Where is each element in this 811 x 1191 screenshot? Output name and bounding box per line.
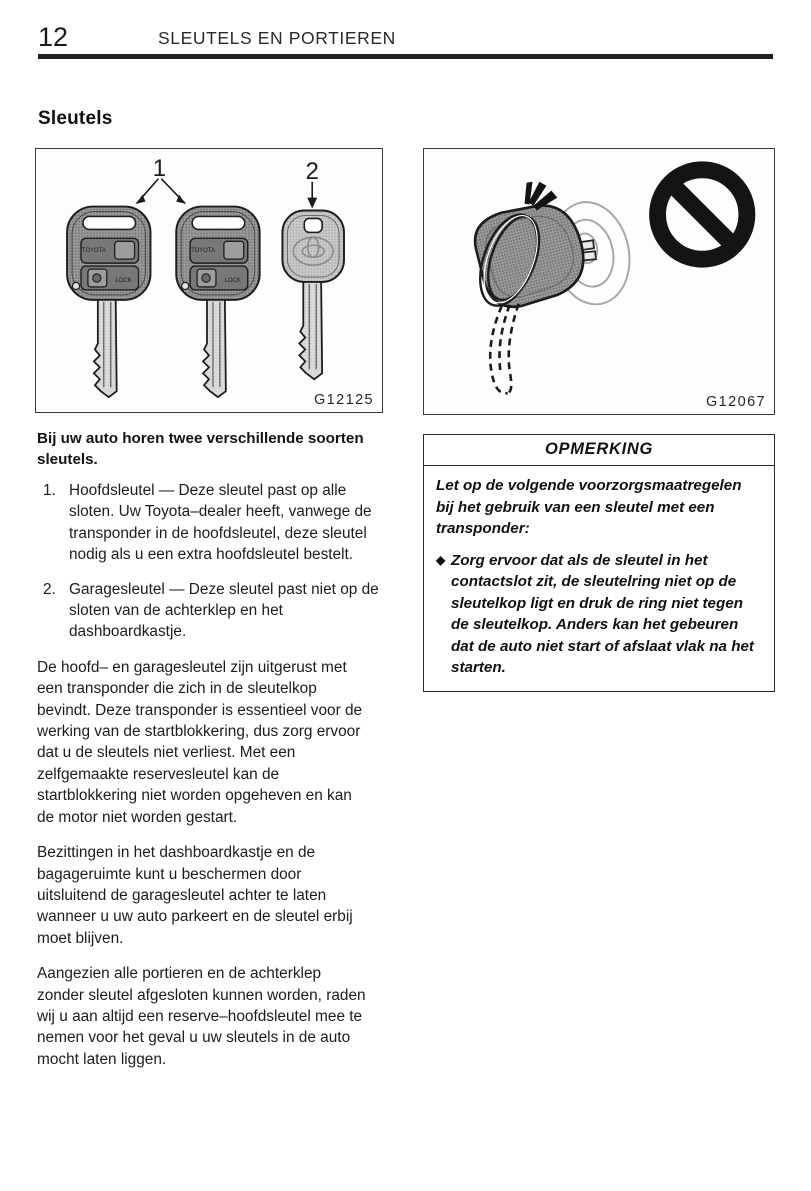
figure-ignition	[423, 148, 775, 415]
body-paragraph: Bezittingen in het dashboardkastje en de bagageruimte kunt u beschermen door uitsluitend de garagesleutel achter te laten wanneer u uw auto parkeert en de sleutel erbij moet blijven.	[37, 844, 353, 947]
note-title-bar	[424, 435, 774, 466]
note-box	[423, 434, 775, 692]
svg-text:TOYOTA: TOYOTA	[191, 248, 215, 255]
left-column	[35, 108, 387, 1084]
note-bullet-text: Zorg ervoor dat als de sleutel in het contactslot zit, de sleutelring niet op de sleutelkop ligt en druk de ring niet tegen de sleutelkop. Anders kan het gebeuren dat de auto niet start of afslaat vlak na het starten.	[451, 551, 754, 676]
key-types-list	[35, 480, 387, 643]
ignition-illustration	[424, 149, 774, 414]
list-marker: 1.	[43, 482, 56, 499]
page-title: SLEUTELS EN PORTIEREN	[158, 28, 396, 48]
keys-illustration	[36, 149, 382, 412]
svg-text:TOYOTA: TOYOTA	[81, 248, 106, 255]
page-header	[38, 22, 773, 58]
note-bullet-list	[436, 550, 763, 679]
note-lead-text: Let op de volgende voorzorgsmaatregelen bij het gebruik van een sleutel met een transponder:	[436, 477, 742, 537]
page-number: 12	[38, 22, 69, 52]
list-item	[35, 480, 387, 566]
note-title: OPMERKING	[544, 440, 654, 458]
diamond-bullet-icon: ◆	[436, 552, 446, 567]
list-marker: 2.	[43, 580, 56, 598]
list-item	[35, 579, 387, 643]
right-column	[423, 148, 776, 692]
list-item-text: Hoofdsleutel — Deze sleutel past op alle sloten. Uw Toyota–dealer heeft, vanwege de transponder in de hoofdsleutel, deze sleutel nodig als u een extra hoofdsleutel bestelt.	[69, 482, 372, 564]
section-heading: Sleutels	[38, 108, 113, 129]
svg-text:LOCK: LOCK	[224, 277, 241, 284]
figure-code-keys: G12125	[314, 392, 374, 408]
callout-2: 2	[305, 157, 319, 185]
no-entry-icon	[658, 170, 747, 259]
header-divider	[38, 54, 773, 59]
intro-bold-text: Bij uw auto horen twee verschillende soorten sleutels.	[37, 430, 364, 468]
note-bullet-item	[436, 550, 763, 679]
body-paragraph: De hoofd– en garagesleutel zijn uitgerust met een transponder die zich in de sleutelkop bevindt. Deze transponder is essentieel voor de werking van de startblokkering, dus zorg ervoor dat u de sleutels niet verliest. Met een zelfgemaakte reservesleutel kan de startblokkering niet worden opgeheven en kan de motor niet worden gestart.	[37, 658, 363, 826]
list-item-text: Garagesleutel — Deze sleutel past niet op de sloten van de achterklep en het dashboardkastje.	[69, 580, 379, 641]
note-body	[424, 466, 774, 691]
callout-1: 1	[152, 154, 167, 182]
body-paragraph: Aangezien alle portieren en de achterklep zonder sleutel afgesloten kunnen worden, raden wij u aan altijd een reserve–hoofdsleutel mee te nemen voor het geval u uw sleutels in de auto mocht laten liggen.	[37, 965, 366, 1068]
svg-text:LOCK: LOCK	[115, 277, 132, 284]
figure-keys	[35, 148, 383, 413]
figure-code-ignition: G12067	[706, 394, 766, 410]
